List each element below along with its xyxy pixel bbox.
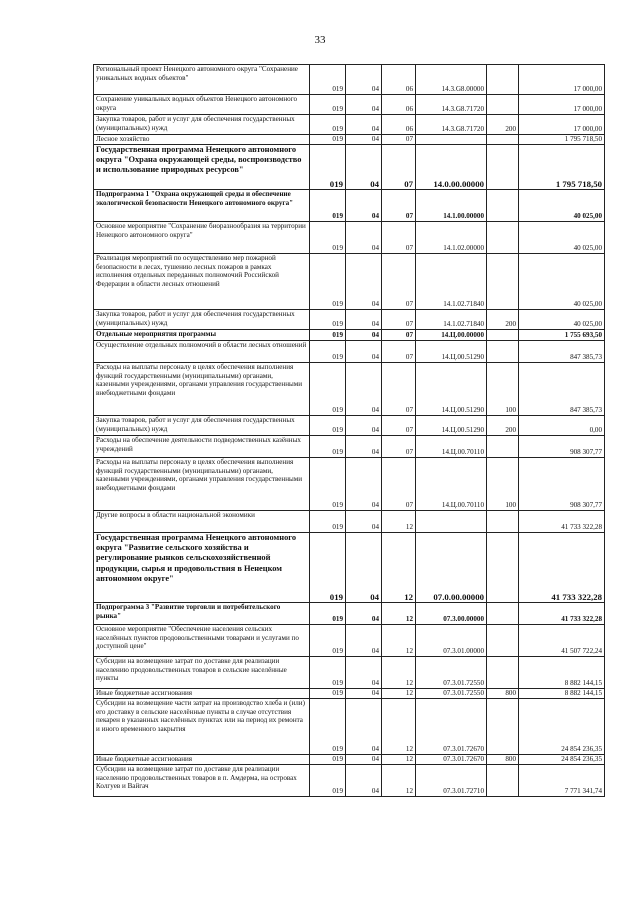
row-gr: 019 [310, 65, 346, 95]
row-section: 04 [346, 533, 382, 603]
row-target-article: 14.Ц.00.51290 [416, 341, 487, 363]
row-target-article: 14.Ц.00.00000 [416, 330, 487, 341]
row-subsection: 12 [382, 689, 416, 699]
row-target-article: 14.Ц.00.51290 [416, 416, 487, 436]
row-expense-type [487, 95, 519, 115]
row-section: 04 [346, 689, 382, 699]
page-number: 33 [314, 34, 326, 46]
row-name: Подпрограмма 3 "Развитие торговли и потребительского рынка" [94, 603, 310, 625]
row-name: Государственная программа Ненецкого автономного округа "Охрана окружающей среды, воспроизводство и использование природных ресурсов" [94, 145, 310, 190]
row-subsection: 07 [382, 254, 416, 310]
row-amount: 0,00 [519, 416, 605, 436]
row-target-article: 07.3.01.72550 [416, 657, 487, 689]
row-expense-type [487, 254, 519, 310]
row-name: Основное мероприятие "Обеспечение населения сельских населённых пунктов продовольственными товарами и услугами по доступной цене" [94, 625, 310, 657]
table-row [94, 603, 605, 625]
row-amount: 908 307,77 [519, 458, 605, 511]
row-section: 04 [346, 222, 382, 254]
row-section: 04 [346, 511, 382, 533]
row-target-article: 14.Ц.00.51290 [416, 363, 487, 416]
row-target-article: 14.1.00.00000 [416, 190, 487, 222]
table-row [94, 145, 605, 190]
row-subsection: 12 [382, 511, 416, 533]
row-amount: 24 854 236,35 [519, 755, 605, 765]
table-row [94, 135, 605, 145]
row-subsection: 07 [382, 135, 416, 145]
row-expense-type [487, 511, 519, 533]
row-expense-type [487, 65, 519, 95]
row-section: 04 [346, 145, 382, 190]
row-target-article: 07.3.01.72670 [416, 699, 487, 755]
row-amount: 17 000,00 [519, 95, 605, 115]
row-gr: 019 [310, 699, 346, 755]
row-target-article: 14.0.00.00000 [416, 145, 487, 190]
row-section: 04 [346, 310, 382, 330]
row-subsection: 07 [382, 190, 416, 222]
row-expense-type [487, 190, 519, 222]
row-section: 04 [346, 65, 382, 95]
budget-table [93, 64, 605, 797]
row-subsection: 12 [382, 657, 416, 689]
row-section: 04 [346, 254, 382, 310]
row-gr: 019 [310, 533, 346, 603]
row-amount: 908 307,77 [519, 436, 605, 458]
table-row [94, 458, 605, 511]
table-row [94, 765, 605, 797]
row-expense-type [487, 533, 519, 603]
row-name: Субсидии на возмещение затрат по доставке для реализации населению продовольственных товаров в п. Амдерма, на островах Колгуев и Вайгач [94, 765, 310, 797]
row-subsection: 12 [382, 625, 416, 657]
row-gr: 019 [310, 511, 346, 533]
row-amount: 17 000,00 [519, 115, 605, 135]
row-section: 04 [346, 341, 382, 363]
row-gr: 019 [310, 625, 346, 657]
row-subsection: 12 [382, 755, 416, 765]
row-expense-type [487, 135, 519, 145]
row-amount: 40 025,00 [519, 310, 605, 330]
row-name: Региональный проект Ненецкого автономного округа "Сохранение уникальных водных объектов" [94, 65, 310, 95]
row-expense-type: 200 [487, 115, 519, 135]
row-subsection: 12 [382, 699, 416, 755]
row-expense-type [487, 222, 519, 254]
budget-table-body [94, 65, 605, 797]
row-section: 04 [346, 755, 382, 765]
row-amount: 40 025,00 [519, 222, 605, 254]
row-target-article: 07.0.00.00000 [416, 533, 487, 603]
row-name: Иные бюджетные ассигнования [94, 689, 310, 699]
row-section: 04 [346, 416, 382, 436]
row-expense-type: 100 [487, 458, 519, 511]
row-gr: 019 [310, 254, 346, 310]
row-expense-type: 800 [487, 755, 519, 765]
row-gr: 019 [310, 145, 346, 190]
row-amount: 41 507 722,24 [519, 625, 605, 657]
row-amount: 1 755 693,50 [519, 330, 605, 341]
row-amount: 17 000,00 [519, 65, 605, 95]
row-gr: 019 [310, 330, 346, 341]
row-target-article: 14.1.02.00000 [416, 222, 487, 254]
table-row [94, 755, 605, 765]
row-name: Расходы на обеспечение деятельности подведомственных казённых учреждений [94, 436, 310, 458]
row-gr: 019 [310, 765, 346, 797]
row-section: 04 [346, 115, 382, 135]
row-gr: 019 [310, 95, 346, 115]
table-row [94, 511, 605, 533]
row-subsection: 07 [382, 145, 416, 190]
row-expense-type: 100 [487, 363, 519, 416]
row-name: Отдельные мероприятия программы [94, 330, 310, 341]
row-subsection: 07 [382, 222, 416, 254]
row-gr: 019 [310, 310, 346, 330]
table-row [94, 689, 605, 699]
row-section: 04 [346, 699, 382, 755]
row-name: Субсидии на возмещение затрат по доставке для реализации населению продовольственных товаров в сельские населённые пункты [94, 657, 310, 689]
row-gr: 019 [310, 416, 346, 436]
row-amount: 41 733 322,28 [519, 603, 605, 625]
row-target-article: 14.1.02.71840 [416, 310, 487, 330]
row-subsection: 07 [382, 416, 416, 436]
row-target-article: 14.1.02.71840 [416, 254, 487, 310]
row-amount: 847 385,73 [519, 341, 605, 363]
row-expense-type [487, 603, 519, 625]
row-gr: 019 [310, 222, 346, 254]
row-amount: 41 733 322,28 [519, 533, 605, 603]
row-amount: 41 733 322,28 [519, 511, 605, 533]
row-expense-type [487, 330, 519, 341]
row-section: 04 [346, 95, 382, 115]
row-gr: 019 [310, 603, 346, 625]
row-expense-type [487, 657, 519, 689]
row-subsection: 12 [382, 765, 416, 797]
table-row [94, 222, 605, 254]
table-row [94, 625, 605, 657]
row-gr: 019 [310, 115, 346, 135]
row-target-article: 07.3.00.00000 [416, 603, 487, 625]
row-section: 04 [346, 436, 382, 458]
row-subsection: 06 [382, 65, 416, 95]
row-gr: 019 [310, 458, 346, 511]
table-row [94, 65, 605, 95]
row-subsection: 07 [382, 310, 416, 330]
row-name: Государственная программа Ненецкого автономного округа "Развитие сельского хозяйства и регулирование рынков сельскохозяйственной продукции, сырья и продовольствия в Ненецком автономном округе" [94, 533, 310, 603]
row-name: Закупка товаров, работ и услуг для обеспечения государственных (муниципальных) нужд [94, 310, 310, 330]
row-target-article [416, 511, 487, 533]
row-amount: 1 795 718,50 [519, 135, 605, 145]
row-name: Основное мероприятие "Сохранение биоразнообразия на территории Ненецкого автономного округа" [94, 222, 310, 254]
row-name: Расходы на выплаты персоналу в целях обеспечения выполнения функций государственными (муниципальными) органами, казенными учреждениями, органами управления государственными внебюджетными фондами [94, 363, 310, 416]
row-section: 04 [346, 363, 382, 416]
row-name: Подпрограмма 1 "Охрана окружающей среды и обеспечение экологической безопасности Ненецкого автономного округа" [94, 190, 310, 222]
row-gr: 019 [310, 341, 346, 363]
row-amount: 7 771 341,74 [519, 765, 605, 797]
table-row [94, 310, 605, 330]
row-subsection: 06 [382, 115, 416, 135]
table-row [94, 699, 605, 755]
table-row [94, 115, 605, 135]
table-row [94, 330, 605, 341]
table-row [94, 190, 605, 222]
table-row [94, 95, 605, 115]
row-section: 04 [346, 765, 382, 797]
row-target-article: 07.3.01.72670 [416, 755, 487, 765]
row-subsection: 12 [382, 603, 416, 625]
row-target-article: 14.3.G8.71720 [416, 115, 487, 135]
row-target-article: 14.Ц.00.70110 [416, 436, 487, 458]
row-gr: 019 [310, 363, 346, 416]
row-gr: 019 [310, 190, 346, 222]
row-subsection: 12 [382, 533, 416, 603]
row-section: 04 [346, 657, 382, 689]
row-name: Другие вопросы в области национальной экономики [94, 511, 310, 533]
row-name: Осуществление отдельных полномочий в области лесных отношений [94, 341, 310, 363]
row-section: 04 [346, 190, 382, 222]
row-subsection: 07 [382, 363, 416, 416]
row-section: 04 [346, 458, 382, 511]
row-target-article: 07.3.01.72710 [416, 765, 487, 797]
row-target-article: 07.3.01.00000 [416, 625, 487, 657]
row-subsection: 07 [382, 330, 416, 341]
row-expense-type [487, 625, 519, 657]
row-name: Расходы на выплаты персоналу в целях обеспечения выполнения функций государственными (муниципальными) органами, казенными учреждениями, органами управления государственными внебюджетными фондами [94, 458, 310, 511]
row-expense-type [487, 699, 519, 755]
row-expense-type: 200 [487, 416, 519, 436]
row-target-article: 14.Ц.00.70110 [416, 458, 487, 511]
row-target-article [416, 135, 487, 145]
table-row [94, 533, 605, 603]
row-subsection: 07 [382, 436, 416, 458]
row-amount: 40 025,00 [519, 190, 605, 222]
row-gr: 019 [310, 755, 346, 765]
row-section: 04 [346, 625, 382, 657]
row-name: Субсидии на возмещение части затрат на производство хлеба и (или) его доставку в сельские населённые пункты в случае отсутствия пекарен в указанных населённых пунктах или на период их ремонта и иного временного закрытия [94, 699, 310, 755]
table-row [94, 254, 605, 310]
row-gr: 019 [310, 657, 346, 689]
row-target-article: 14.3.G8.71720 [416, 95, 487, 115]
row-amount: 1 795 718,50 [519, 145, 605, 190]
row-section: 04 [346, 135, 382, 145]
row-section: 04 [346, 330, 382, 341]
row-section: 04 [346, 603, 382, 625]
row-expense-type [487, 436, 519, 458]
row-subsection: 06 [382, 95, 416, 115]
row-name: Закупка товаров, работ и услуг для обеспечения государственных (муниципальных) нужд [94, 115, 310, 135]
row-gr: 019 [310, 135, 346, 145]
row-expense-type [487, 341, 519, 363]
row-gr: 019 [310, 436, 346, 458]
row-amount: 8 882 144,15 [519, 657, 605, 689]
row-name: Реализация мероприятий по осуществлению мер пожарной безопасности в лесах, тушению лесных пожаров в рамках исполнения отдельных переданных полномочий Российской Федерации в области лесных отношений [94, 254, 310, 310]
table-row [94, 363, 605, 416]
row-amount: 8 882 144,15 [519, 689, 605, 699]
row-name: Иные бюджетные ассигнования [94, 755, 310, 765]
row-expense-type [487, 145, 519, 190]
row-target-article: 14.3.G8.00000 [416, 65, 487, 95]
row-expense-type: 200 [487, 310, 519, 330]
row-subsection: 07 [382, 458, 416, 511]
table-row [94, 416, 605, 436]
table-row [94, 657, 605, 689]
table-row [94, 341, 605, 363]
row-name: Закупка товаров, работ и услуг для обеспечения государственных (муниципальных) нужд [94, 416, 310, 436]
row-amount: 24 854 236,35 [519, 699, 605, 755]
row-amount: 847 385,73 [519, 363, 605, 416]
row-expense-type: 800 [487, 689, 519, 699]
row-name: Лесное хозяйство [94, 135, 310, 145]
row-amount: 40 025,00 [519, 254, 605, 310]
row-target-article: 07.3.01.72550 [416, 689, 487, 699]
row-expense-type [487, 765, 519, 797]
row-subsection: 07 [382, 341, 416, 363]
row-gr: 019 [310, 689, 346, 699]
table-row [94, 436, 605, 458]
row-name: Сохранение уникальных водных объектов Ненецкого автономного округа [94, 95, 310, 115]
